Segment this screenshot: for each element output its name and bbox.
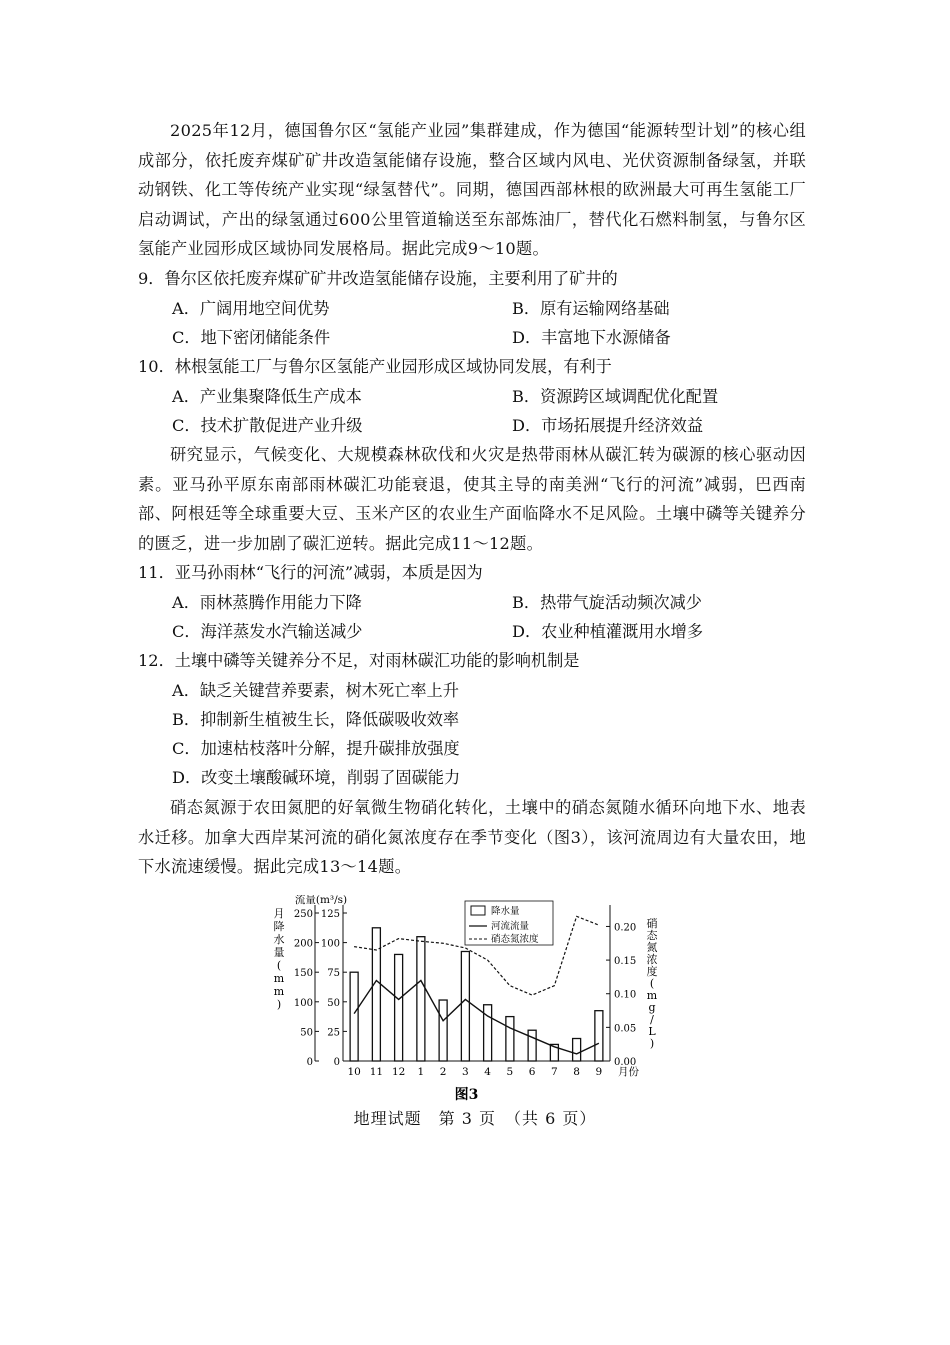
tick-label-nitrate: 0.05 — [614, 1023, 637, 1035]
question-11-stem: 11．亚马孙雨林“飞行的河流”减弱，本质是因为 — [138, 563, 483, 582]
tick-label-precip: 150 — [293, 968, 313, 980]
q12-option-b: B．抑制新生植被生长，降低碳吸收效率 — [172, 710, 460, 729]
tick-label-precip: 250 — [293, 909, 313, 920]
x-tick-label: 6 — [528, 1066, 536, 1078]
bar-precip — [350, 972, 358, 1061]
tick-label-precip: 50 — [300, 1027, 313, 1039]
q11-option-a: A．雨林蒸腾作用能力下降 — [172, 593, 362, 612]
tick-label-flow: 25 — [327, 1027, 340, 1039]
q12-option-d: D．改变土壤酸碱环境，削弱了固碳能力 — [172, 768, 461, 787]
x-tick-label: 1 — [417, 1066, 425, 1078]
question-12-stem: 12．土壤中磷等关键养分不足，对雨林碳汇功能的影响机制是 — [138, 651, 580, 670]
legend-label-flow: 河流流量 — [491, 921, 530, 932]
tick-label-flow: 100 — [320, 938, 340, 950]
x-tick-label: 5 — [506, 1066, 514, 1078]
tick-label-nitrate: 0.00 — [614, 1057, 637, 1068]
y-label-flow: 流量(m³/s) — [294, 895, 348, 906]
chart-svg — [265, 895, 675, 1110]
q10-option-b: B．资源跨区域调配优化配置 — [512, 387, 719, 406]
bar-precip — [372, 928, 380, 1061]
tick-label-precip: 0 — [306, 1057, 313, 1068]
bar-precip — [595, 1011, 603, 1061]
tick-label-flow: 125 — [320, 909, 340, 920]
bar-precip — [439, 1000, 447, 1061]
bar-precip — [417, 937, 425, 1061]
q12-option-a: A．缺乏关键营养要素，树木死亡率上升 — [172, 681, 459, 700]
question-10-stem: 10．林根氢能工厂与鲁尔区氢能产业园形成区域协同发展，有利于 — [138, 357, 612, 376]
tick-label-nitrate: 0.10 — [614, 989, 637, 1001]
x-axis-label: 月份 — [618, 1066, 639, 1078]
question-9-stem: 9．鲁尔区依托废弃煤矿矿井改造氢能储存设施，主要利用了矿井的 — [138, 269, 618, 288]
tick-label-precip: 100 — [293, 997, 313, 1009]
passage-hydrogen: 2025年12月，德国鲁尔区“氢能产业园”集群建成，作为德国“能源转型计划”的核心组成部分，依托废弃煤矿矿井改造氢能储存设施，整合区域内风电、光伏资源制备绿氢，并联动钢铁、化工等传统产业实现“绿氢替代”。同期，德国西部林根的欧洲最大可再生氢能工厂启动调试，产出的绿氢通过600公里管道输送至东部炼油厂，替代化石燃料制氢，与鲁尔区氢能产业园形成区域协同发展格局。据此完成9～10题。 — [138, 121, 806, 258]
q11-option-d: D．农业种植灌溉用水增多 — [512, 622, 704, 641]
q9-option-b: B．原有运输网络基础 — [512, 299, 670, 318]
tick-label-flow: 50 — [327, 997, 340, 1009]
y-label-precip: 月降水量( m m ) — [273, 907, 285, 1011]
q10-option-d: D．市场拓展提升经济效益 — [512, 416, 704, 435]
x-tick-label: 9 — [595, 1066, 603, 1078]
x-tick-label: 8 — [573, 1066, 580, 1078]
x-tick-label: 3 — [462, 1066, 469, 1078]
q9-option-c: C．地下密闭储能条件 — [172, 328, 331, 347]
x-tick-label: 10 — [347, 1066, 361, 1078]
x-tick-label: 12 — [391, 1066, 406, 1078]
passage-nitrate: 硝态氮源于农田氮肥的好氧微生物硝化转化，土壤中的硝态氮随水循环向地下水、地表水迁移。加拿大西岸某河流的硝化氮浓度存在季节变化（图3），该河流周边有大量农田，地下水流速缓慢。据此完成13～14题。 — [138, 798, 806, 876]
x-tick-label: 11 — [369, 1066, 384, 1078]
line-river-flow — [354, 980, 599, 1053]
q11-option-b: B．热带气旋活动频次减少 — [512, 593, 702, 612]
bar-precip — [528, 1030, 536, 1061]
figure-caption: 图3 — [454, 1087, 479, 1103]
tick-label-flow: 0 — [333, 1057, 340, 1068]
y-label-nitrate: 硝态氮浓度( m g / L ) — [646, 917, 658, 1050]
q10-option-c: C．技术扩散促进产业升级 — [172, 416, 363, 435]
bar-precip — [461, 951, 469, 1061]
legend-label-nitrate: 硝态氮浓度 — [491, 934, 539, 945]
figure-3-chart — [265, 895, 675, 1110]
tick-label-nitrate: 0.15 — [614, 956, 637, 968]
legend-label-precip: 降水量 — [491, 906, 520, 917]
bar-precip — [506, 1017, 514, 1061]
q12-option-c: C．加速枯枝落叶分解，提升碳排放强度 — [172, 739, 460, 758]
x-tick-label: 7 — [551, 1066, 558, 1078]
q11-option-c: C．海洋蒸发水汽输送减少 — [172, 622, 363, 641]
x-tick-label: 4 — [484, 1066, 491, 1078]
q9-option-d: D．丰富地下水源储备 — [512, 328, 671, 347]
bar-precip — [395, 954, 403, 1061]
bar-precip — [573, 1039, 581, 1061]
q9-option-a: A．广阔用地空间优势 — [172, 299, 330, 318]
tick-label-flow: 75 — [327, 968, 340, 980]
page-footer: 地理试题 第 3 页 （共 6 页） — [353, 1109, 597, 1128]
legend-swatch-precip — [471, 906, 485, 915]
tick-label-precip: 200 — [293, 938, 313, 950]
passage-rainforest: 研究显示，气候变化、大规模森林砍伐和火灾是热带雨林从碳汇转为碳源的核心驱动因素。亚马孙平原东南部雨林碳汇功能衰退，使其主导的南美洲“飞行的河流”减弱，巴西南部、阿根廷等全球重要大豆、玉米产区的农业生产面临降水不足风险。土壤中磷等关键养分的匮乏，进一步加剧了碳汇逆转。据此完成11～12题。 — [138, 445, 806, 553]
tick-label-nitrate: 0.20 — [614, 922, 637, 934]
x-tick-label: 2 — [439, 1066, 447, 1078]
q10-option-a: A．产业集聚降低生产成本 — [172, 387, 362, 406]
